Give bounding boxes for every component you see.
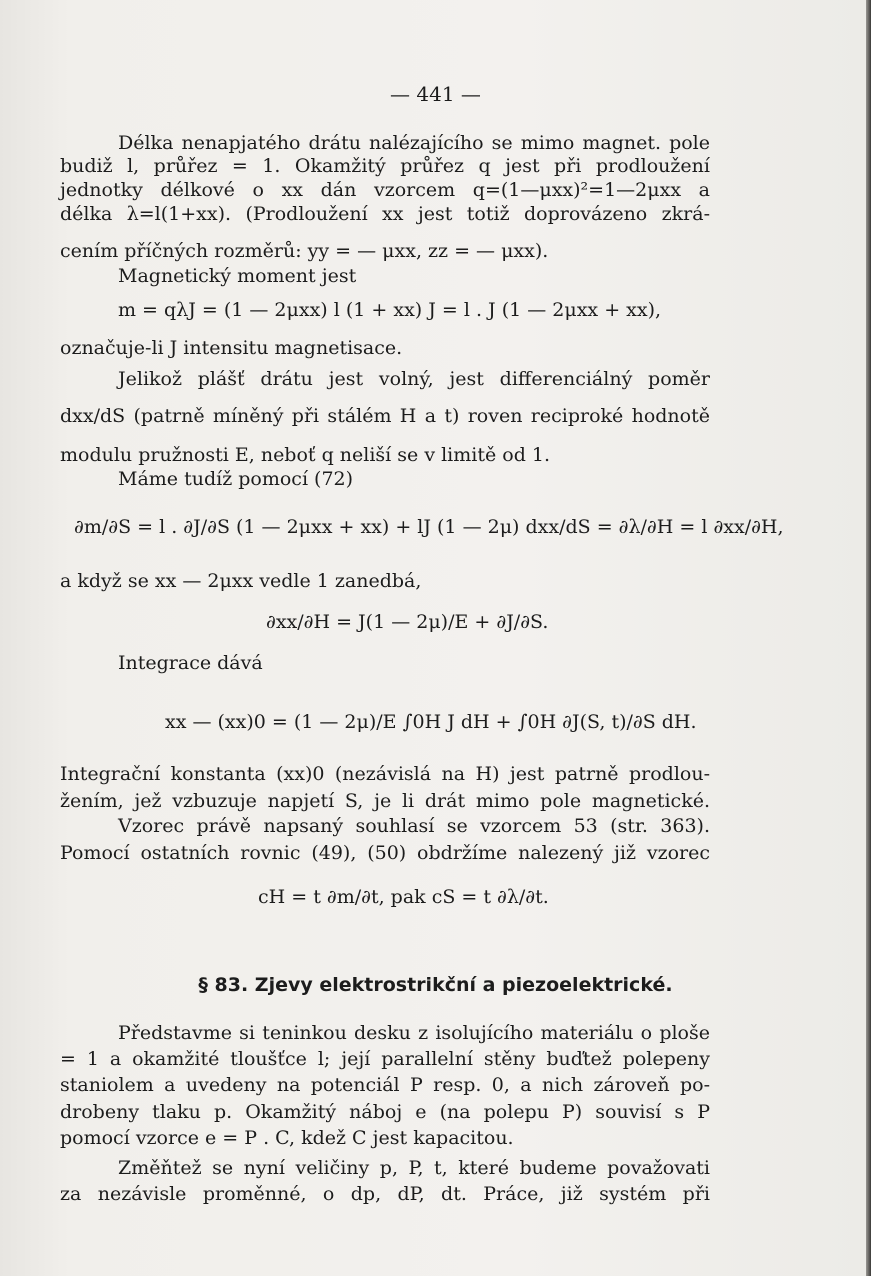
text-line: Jelikož plášť drátu jest volný, jest differenciálný poměr	[118, 368, 710, 390]
text-line: a když se xx — 2μxx vedle 1 zanedbá,	[60, 570, 422, 592]
text-line: Pomocí ostatních rovnic (49), (50) obdržíme nalezený již vzorec	[60, 842, 710, 864]
text-line: žením, jež vzbuzuje napjetí S, je li drát mimo pole magnetické.	[60, 790, 710, 812]
text-line: Integrační konstanta (xx)0 (nezávislá na H) jest patrně prodlou-	[60, 763, 710, 785]
equation-integral: xx — (xx)0 = (1 — 2μ)/E ∫0H J dH + ∫0H ∂J(S, t)/∂S dH.	[165, 711, 697, 733]
equation-72: ∂m/∂S = l . ∂J/∂S (1 — 2μxx + xx) + lJ (1 — 2μ) dxx/dS = ∂λ/∂H = l ∂xx/∂H,	[74, 516, 784, 538]
page-number: — 441 —	[390, 82, 481, 106]
text-line: staniolem a uvedeny na potenciál P resp. 0, a nich zároveň po-	[60, 1074, 710, 1096]
text-line: Délka nenapjatého drátu nalézajícího se mimo magnet. pole	[118, 132, 710, 154]
equation-dx-dH: ∂xx/∂H = J(1 — 2μ)/E + ∂J/∂S.	[266, 611, 549, 633]
text-line: délka λ=l(1+xx). (Prodloužení xx jest totiž doprovázeno zkrá-	[60, 203, 710, 225]
text-line: označuje-li J intensitu magnetisace.	[60, 337, 403, 359]
equation-final: cH = t ∂m/∂t, pak cS = t ∂λ/∂t.	[258, 886, 549, 908]
text-line: Představme si teninkou desku z isolujícího materiálu o ploše	[118, 1022, 710, 1044]
text-line: za nezávisle proměnné, o dp, dP, dt. Práce, již systém při	[60, 1183, 710, 1205]
text-line: budiž l, průřez = 1. Okamžitý průřez q jest při prodloužení	[60, 155, 710, 177]
text-line: Máme tudíž pomocí (72)	[118, 468, 354, 490]
text-line: dxx/dS (patrně míněný při stálém H a t) roven reciproké hodnotě	[60, 405, 710, 427]
text-line: Magnetický moment jest	[118, 265, 357, 287]
text-line: = 1 a okamžité tloušťce l; její parallelní stěny buďtež polepeny	[60, 1048, 710, 1070]
text-line: pomocí vzorce e = P . C, kdež C jest kapacitou.	[60, 1127, 514, 1149]
text-line: modulu pružnosti E, neboť q neliší se v limitě od 1.	[60, 444, 551, 466]
page-edge-shadow	[866, 0, 871, 1276]
text-line: Integrace dává	[118, 652, 263, 674]
text-line: drobeny tlaku p. Okamžitý náboj e (na polepu P) souvisí s P	[60, 1101, 710, 1123]
text-line: cením příčných rozměrů: yy = — μxx, zz = — μxx).	[60, 240, 549, 262]
equation-magnetic-moment: m = qλJ = (1 — 2μxx) l (1 + xx) J = l . J (1 — 2μxx + xx),	[118, 299, 662, 321]
section-heading: § 83. Zjevy elektrostrikční a piezoelektrické.	[198, 974, 673, 996]
text-line: Vzorec právě napsaný souhlasí se vzorcem 53 (str. 363).	[118, 815, 710, 837]
text-line: Změňtež se nyní veličiny p, P, t, které budeme považovati	[118, 1157, 710, 1179]
text-line: jednotky délkové o xx dán vzorcem q=(1—μxx)²=1—2μxx a	[60, 179, 710, 201]
